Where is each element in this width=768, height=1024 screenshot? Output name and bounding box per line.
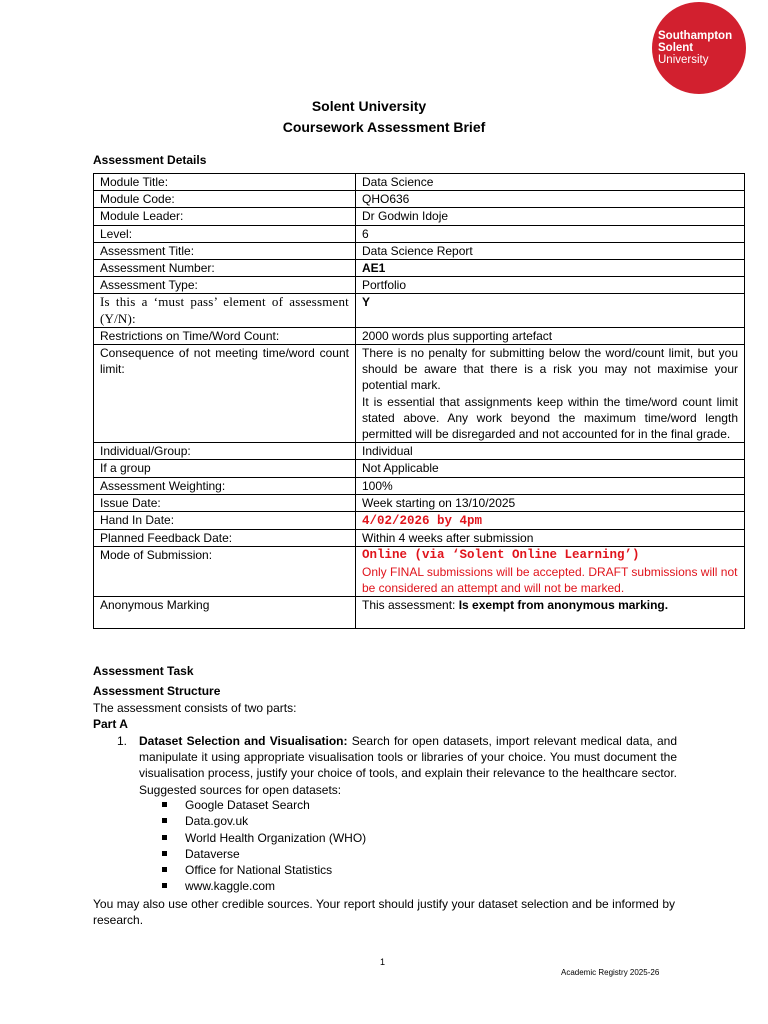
hand-in-date-value: 4/02/2026 by 4pm: [362, 514, 483, 529]
assessment-number-value: AE1: [356, 260, 745, 277]
assessment-type-label: Assessment Type:: [94, 277, 356, 294]
assessment-structure-heading: Assessment Structure: [93, 684, 221, 698]
module-title-value: Data Science: [356, 174, 745, 191]
list-item-text: Search for open datasets, import relevant medical data, and manipulate it using appropriate visualisation tools or libraries of your choice. You must document the visualisation process, justify your choice of tools, and explain their relevance to the healthcare sector. Suggested sources for open datasets:: [139, 734, 677, 797]
document-title-brief: Coursework Assessment Brief: [282, 119, 486, 135]
issue-date-value: Week starting on 13/10/2025: [356, 494, 745, 511]
table-row: [94, 242, 745, 259]
list-item: [162, 830, 366, 846]
bullet-square-icon: [162, 883, 167, 888]
if-group-label: If a group: [94, 460, 356, 477]
assessment-details-table: [93, 173, 745, 629]
bullet-square-icon: [162, 867, 167, 872]
logo-line-2: Solent: [658, 42, 694, 54]
list-number: 1.: [117, 734, 128, 748]
bullet-square-icon: [162, 802, 167, 807]
anonymous-marking-cell: [356, 597, 745, 629]
module-title-label: Module Title:: [94, 174, 356, 191]
table-row: [94, 460, 745, 477]
restrictions-label: Restrictions on Time/Word Count:: [94, 327, 356, 344]
table-row: [94, 277, 745, 294]
table-row: [94, 530, 745, 547]
table-row: [94, 174, 745, 191]
table-row: [94, 547, 745, 597]
weighting-value: 100%: [356, 477, 745, 494]
structure-intro: The assessment consists of two parts:: [93, 701, 297, 715]
closing-paragraph: You may also use other credible sources. Your report should justify your dataset selection and be informed by research.: [93, 897, 675, 928]
hand-in-date-label: Hand In Date:: [94, 512, 356, 530]
consequence-paragraph-2: It is essential that assignments keep within the time/word count limit stated above. Any work beyond the maximum time/word length permitted will be disregarded and not accounted for in the final grade.: [362, 394, 738, 442]
source-google: Google Dataset Search: [185, 798, 310, 812]
source-kaggle: www.kaggle.com: [185, 879, 276, 894]
table-row: [94, 477, 745, 494]
list-item: [162, 797, 366, 813]
list-item-body: [139, 733, 677, 798]
page-number: 1: [380, 957, 386, 967]
table-row: [94, 191, 745, 208]
document-title-university: Solent University: [311, 98, 427, 114]
list-item: [162, 813, 366, 829]
list-item: [162, 878, 366, 894]
table-row: [94, 294, 745, 327]
module-code-value: QHO636: [356, 191, 745, 208]
source-ons: Office for National Statistics: [185, 863, 333, 878]
part-a-heading: Part A: [93, 717, 128, 731]
module-leader-label: Module Leader:: [94, 208, 356, 225]
assessment-number-label: Assessment Number:: [94, 260, 356, 277]
individual-group-label: Individual/Group:: [94, 443, 356, 460]
module-code-label: Module Code:: [94, 191, 356, 208]
must-pass-value: Y: [356, 294, 745, 327]
consequence-value: [356, 345, 745, 443]
table-row: [94, 443, 745, 460]
assessment-title-value: Data Science Report: [356, 242, 745, 259]
list-item-lead: Dataset Selection and Visualisation:: [139, 734, 348, 748]
feedback-date-value: Within 4 weeks after submission: [356, 530, 745, 547]
logo-line-1: Southampton: [658, 30, 733, 42]
source-data-gov: Data.gov.uk: [185, 814, 249, 829]
table-row: [94, 225, 745, 242]
table-row: [94, 327, 745, 344]
feedback-date-label: Planned Feedback Date:: [94, 530, 356, 547]
if-group-value: Not Applicable: [356, 460, 745, 477]
footer-note: Academic Registry 2025-26: [561, 968, 660, 977]
bullet-square-icon: [162, 818, 167, 823]
bullet-square-icon: [162, 835, 167, 840]
source-who: World Health Organization (WHO): [185, 830, 367, 845]
weighting-label: Assessment Weighting:: [94, 477, 356, 494]
consequence-label: Consequence of not meeting time/word count limit:: [94, 345, 356, 443]
level-label: Level:: [94, 225, 356, 242]
submission-note: Only FINAL submissions will be accepted. DRAFT submissions will not be considered an attempt and will not be marked.: [362, 564, 738, 595]
anonymous-marking-value: Is exempt from anonymous marking.: [458, 598, 669, 613]
list-item: [162, 846, 366, 862]
table-row: [94, 208, 745, 225]
university-logo: [652, 2, 746, 94]
source-dataverse: Dataverse: [185, 846, 240, 861]
level-value: 6: [356, 225, 745, 242]
assessment-type-value: Portfolio: [356, 277, 745, 294]
mode-of-submission-cell: [356, 547, 745, 597]
table-row: [94, 494, 745, 511]
hand-in-date-cell: [356, 512, 745, 530]
dataset-sources-list: [162, 797, 366, 895]
bullet-square-icon: [162, 851, 167, 856]
restrictions-value: 2000 words plus supporting artefact: [356, 327, 745, 344]
table-row: [94, 345, 745, 443]
mode-of-submission-label: Mode of Submission:: [94, 547, 356, 597]
mode-of-submission-value: Online (via ‘Solent Online Learning’): [362, 548, 640, 563]
list-item: [162, 862, 366, 878]
assessment-task-heading: Assessment Task: [93, 664, 194, 678]
anonymous-marking-prefix: This assessment:: [362, 598, 459, 613]
individual-group-value: Individual: [356, 443, 745, 460]
assessment-title-label: Assessment Title:: [94, 242, 356, 259]
anonymous-marking-label: Anonymous Marking: [94, 597, 356, 629]
consequence-paragraph-1: There is no penalty for submitting below the word/count limit, but you should be aware that there is a risk you may not maximise your potential mark.: [362, 346, 738, 393]
must-pass-label: Is this a ‘must pass’ element of assessment (Y/N):: [94, 294, 356, 327]
assessment-details-heading: Assessment Details: [93, 153, 207, 167]
issue-date-label: Issue Date:: [94, 494, 356, 511]
module-leader-value: Dr Godwin Idoje: [356, 208, 745, 225]
table-row: [94, 260, 745, 277]
table-row: [94, 597, 745, 629]
table-row: [94, 512, 745, 530]
logo-line-3: University: [658, 54, 709, 66]
list-item: [117, 733, 677, 798]
